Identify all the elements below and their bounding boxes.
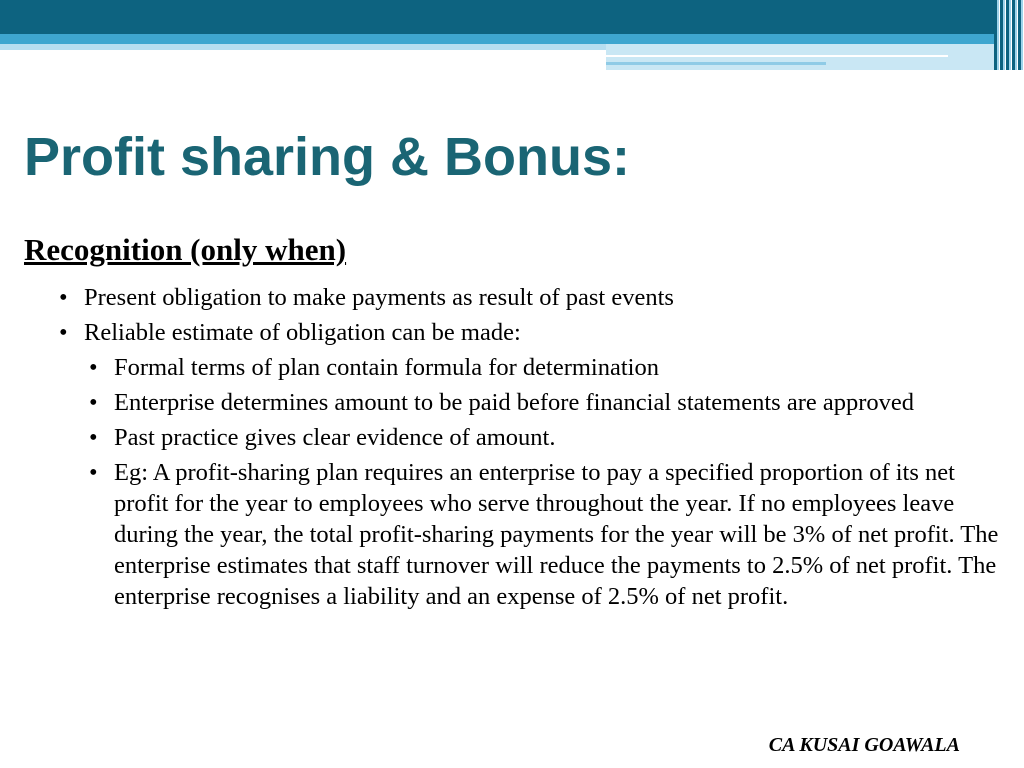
header-banner-light: [0, 34, 1024, 44]
header-banner-pale-left: [0, 44, 606, 50]
sub-bullet-item: • Formal terms of plan contain formula for determination: [114, 352, 1014, 383]
bullet-item: • Present obligation to make payments as result of past events: [84, 282, 1004, 313]
header-banner-pale-right: [606, 44, 1024, 70]
sub-bullet-item: • Past practice gives clear evidence of amount.: [114, 422, 1014, 453]
bullet-item: [84, 317, 1004, 612]
bullet-item-text: Reliable estimate of obligation can be made:: [84, 319, 521, 346]
header-banner-line: [606, 62, 826, 65]
header-banner-stripes: [994, 0, 1024, 70]
section-subheading: Recognition (only when): [24, 232, 347, 267]
header-banner-dark: [0, 0, 1024, 34]
sub-bullet-item: • Enterprise determines amount to be paid before financial statements are approved: [114, 387, 1014, 418]
sub-bullet-item: • Eg: A profit-sharing plan requires an enterprise to pay a specified proportion of its net profit for the year to employees who serve throughout the year. If no employees leave during the year, the total profit-sharing payments for the year will be 3% of net profit. The enterprise estimates that staff turnover will reduce the payments to 2.5% of net profit. The enterprise recognises a liability and an expense of 2.5% of net profit.: [114, 457, 1014, 612]
footer-author: CA KUSAI GOAWALA: [768, 734, 960, 756]
slide-title: Profit sharing & Bonus:: [24, 127, 630, 187]
bullet-list: [0, 282, 1024, 612]
header-banner-line: [606, 55, 948, 57]
sub-bullet-list: [84, 352, 1004, 612]
slide-body: [0, 282, 1024, 616]
